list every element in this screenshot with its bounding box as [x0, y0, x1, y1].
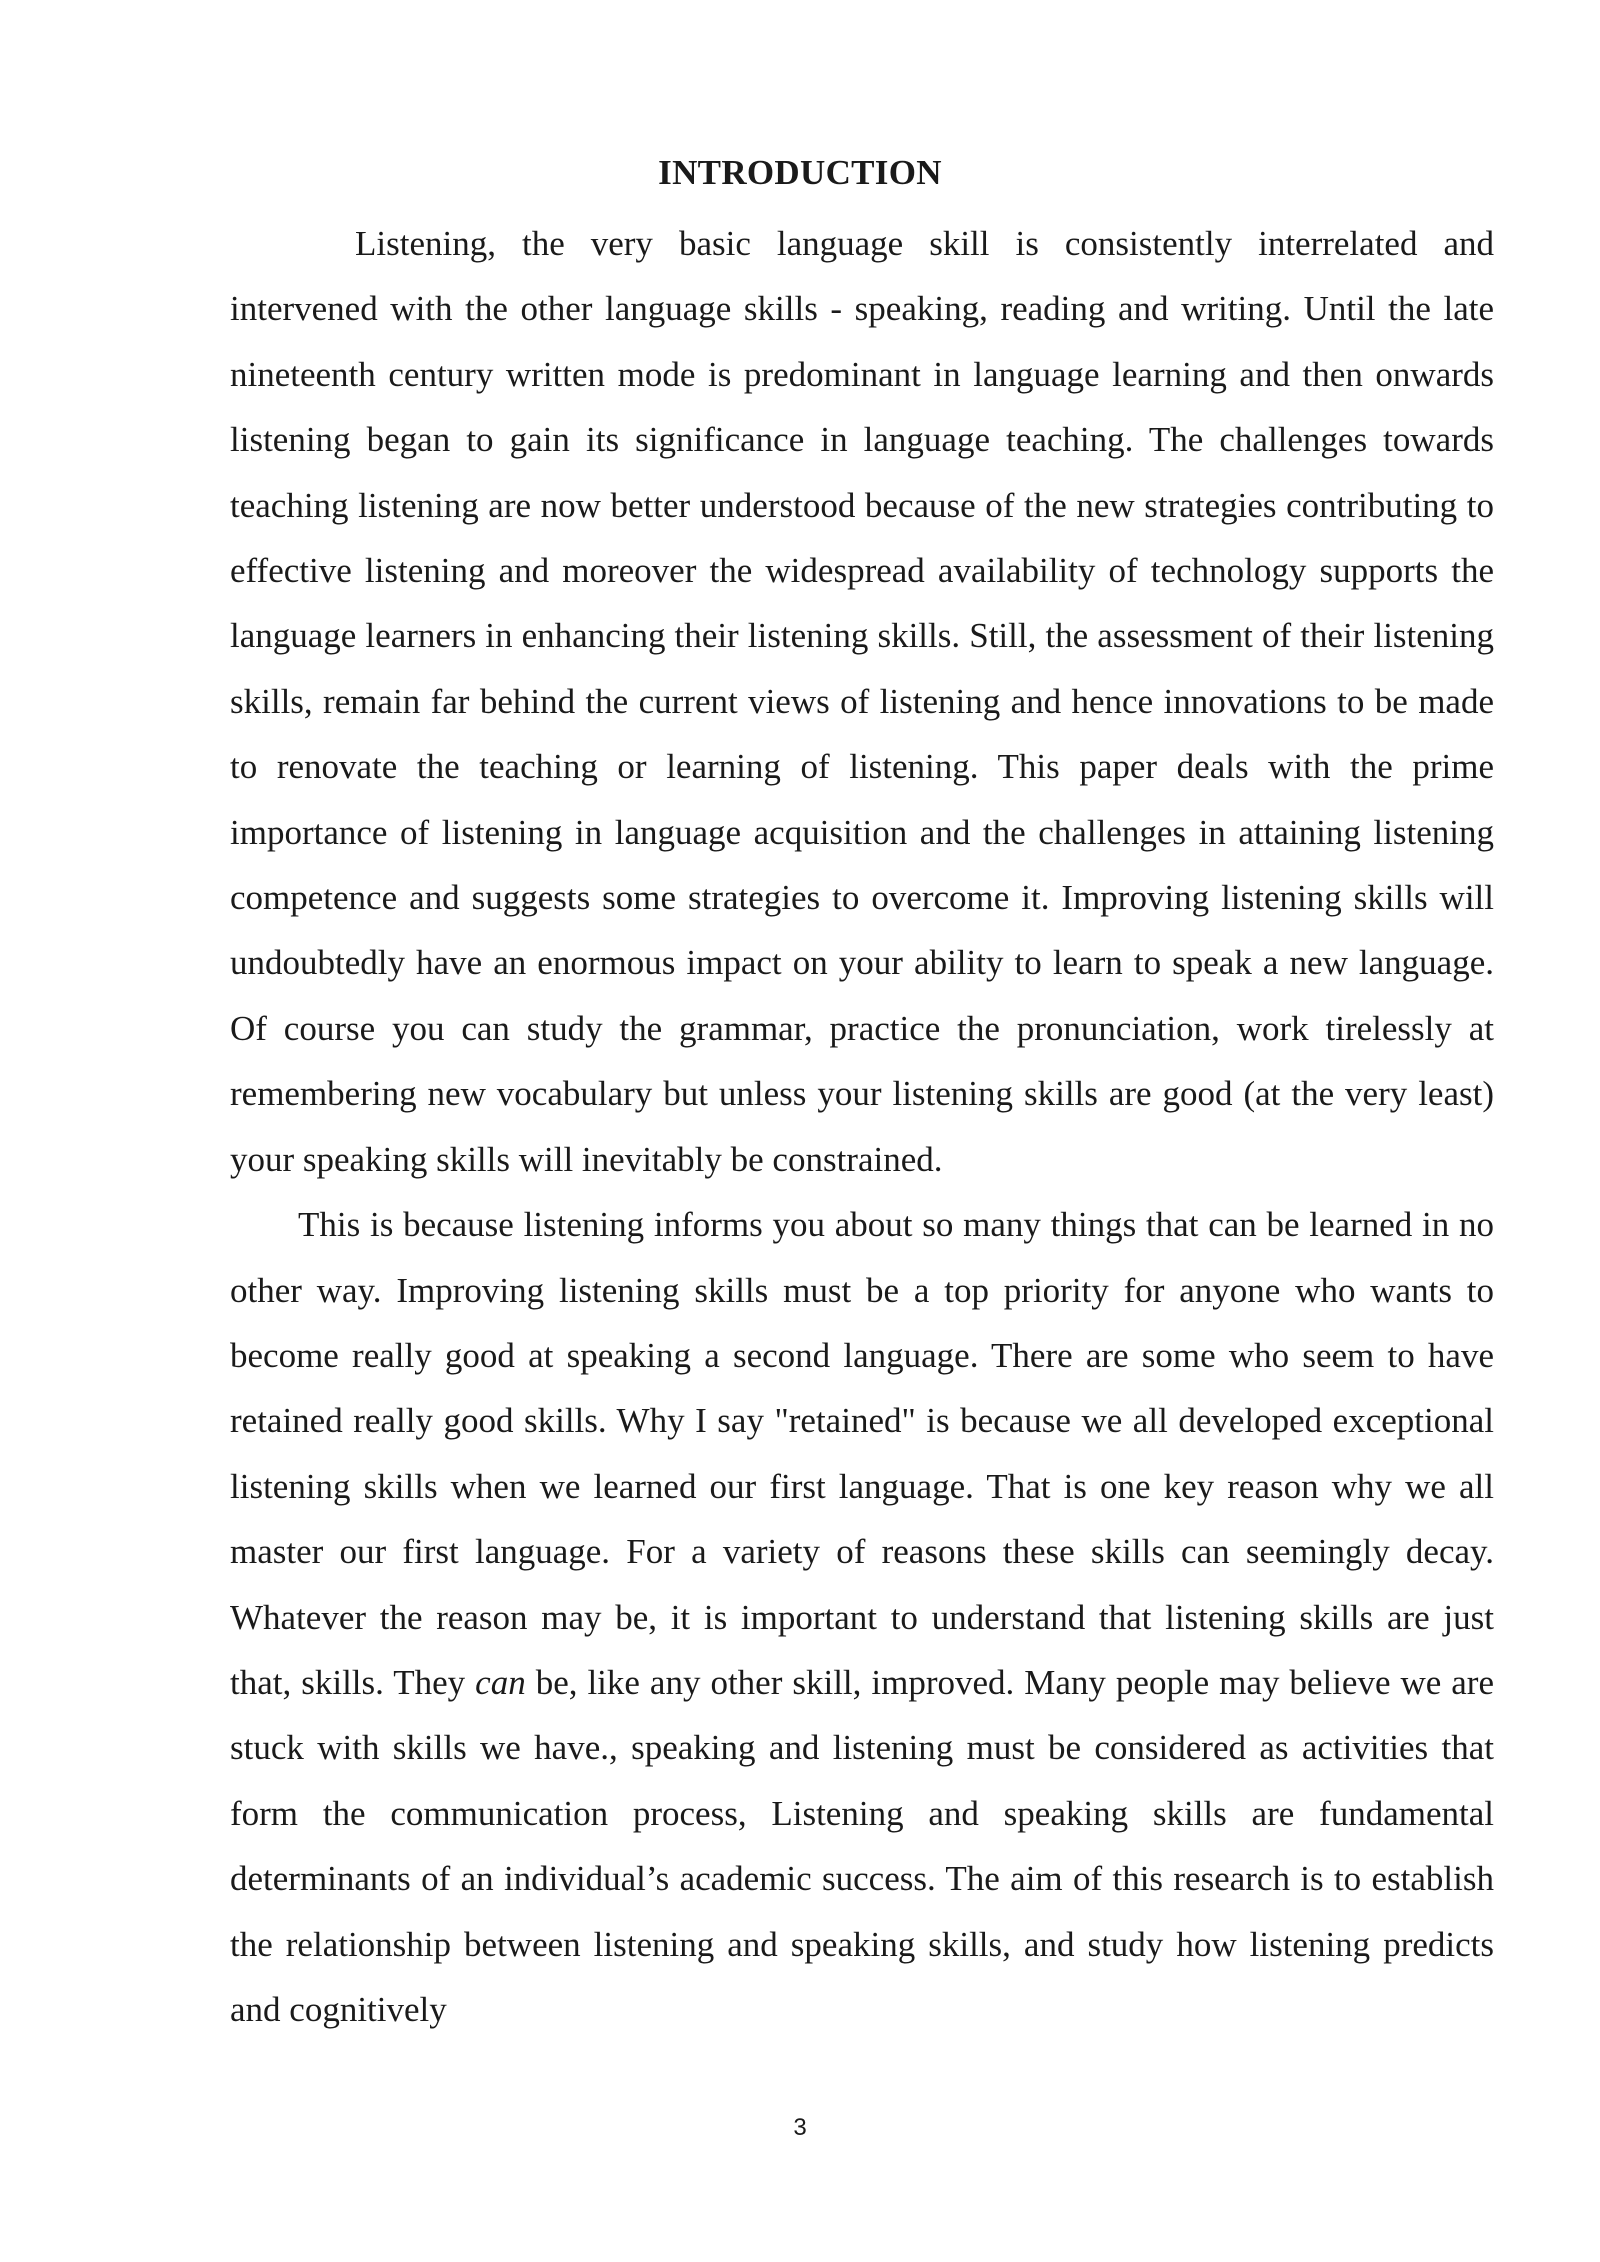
paragraph-2-text-start: This is because listening informs you about so many things that can be learned in no other way. Improving listening skills must be a top priority for anyone who wants to become really good at speaking a second language. There are some who seem to have retained really good skills. Why I say "retained" is because we all developed exceptional listening skills when we learned our first language. That is one key reason why we all master our first language. For a variety of reasons these skills can seemingly decay. Whatever the reason may be, it is important to understand that listening skills are just that, skills. They: [230, 1205, 1494, 1702]
emphasized-word: can: [475, 1662, 526, 1702]
paragraph-1: Listening, the very basic language skill is consistently interrelated and intervened with the other language skills - speaking, reading and writing. Until the late nineteenth century written mode is predominant in language learning and then onwards listening began to gain its significance in language teaching. The challenges towards teaching listening are now better understood because of the new strategies contributing to effective listening and moreover the widespread availability of technology supports the language learners in enhancing their listening skills. Still, the assessment of their listening skills, remain far behind the current views of listening and hence innovations to be made to renovate the teaching or learning of listening. This paper deals with the prime importance of listening in language acquisition and the challenges in attaining listening competence and suggests some strategies to overcome it. Improving listening skills will undoubtedly have an enormous impact on your ability to learn to speak a new language. Of course you can study the grammar, practice the pronunciation, work tirelessly at remembering new vocabulary but unless your listening skills are good (at the very least) your speaking skills will inevitably be constrained.: [230, 224, 1494, 1179]
page-number: 3: [793, 2114, 807, 2141]
body-text: [230, 211, 1494, 2042]
paragraph-2: [230, 1192, 1494, 2042]
paragraph-2-text-end: be, like any other skill, improved. Many people may believe we are stuck with skills we have., speaking and listening must be considered as activities that form the communication process, Listening and speaking skills are fundamental determinants of an individual’s academic success. The aim of this research is to establish the relationship between listening and speaking skills, and study how listening predicts and cognitively: [230, 1662, 1494, 2029]
section-heading: INTRODUCTION: [658, 153, 942, 192]
